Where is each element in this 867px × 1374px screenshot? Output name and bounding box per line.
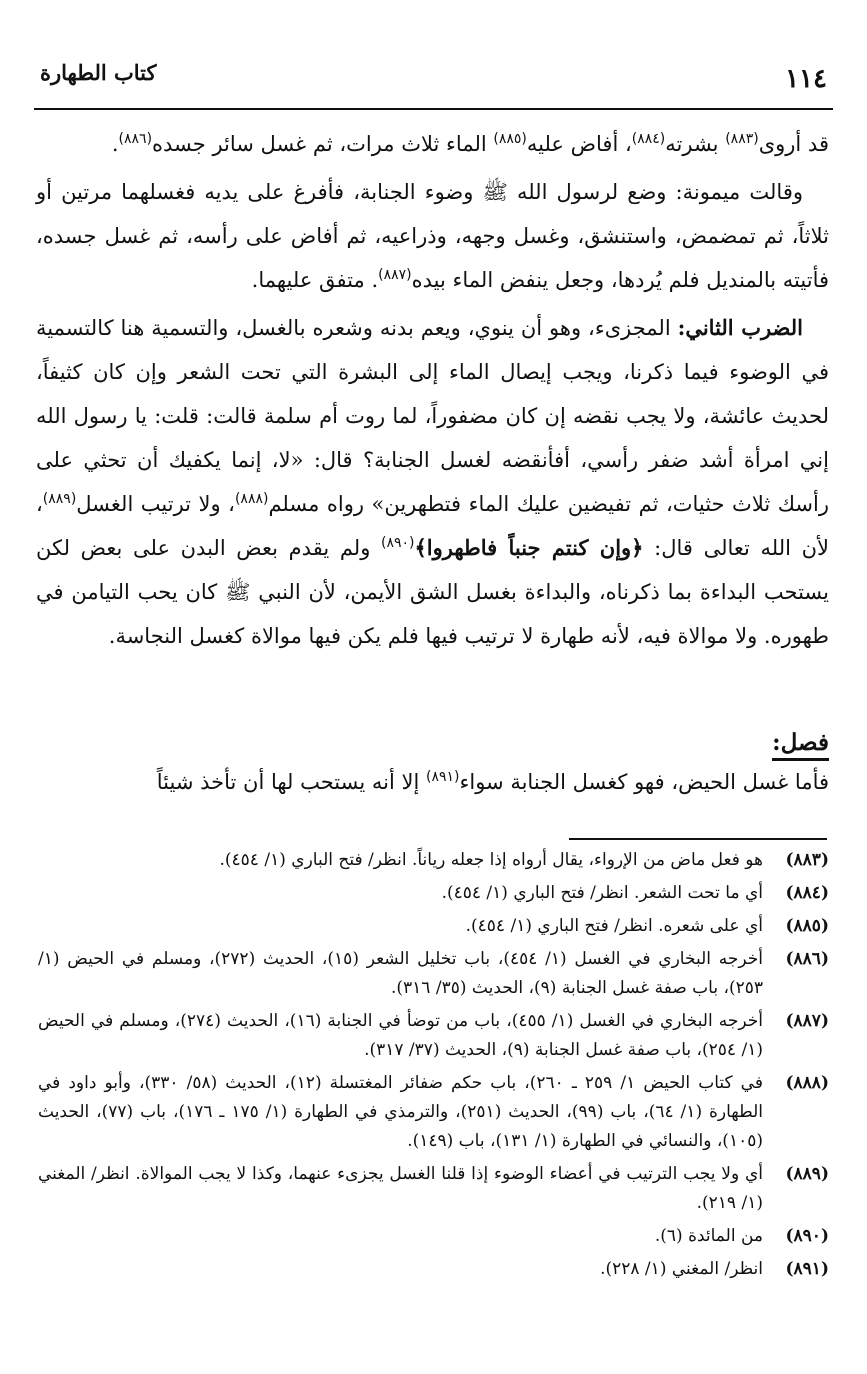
main-text [36,122,829,662]
page-number: ١١٤ [785,64,827,94]
text-run: إلا أنه يستحب لها أن تأخذ شيئاً [156,770,426,794]
footnote-text: في كتاب الحيض ١/ ٢٥٩ ـ ٢٦٠)، باب حكم ضفائر المغتسلة (١٢)، الحديث (٥٨/ ٣٣٠)، وأبو داود في الطهارة (١/ ٦٤)، باب (٩٩)، الحديث (٢٥١)، والترمذي في الطهارة (١/ ١٧٥ ـ ١٧٦)، باب (٧٧)، الحديث (١٠٥)، والنسائي في الطهارة (١/ ١٣١)، باب (١٤٩). [38,1073,763,1151]
bold-text: ﴿وإن كنتم جنباً فاطهروا﴾ [414,535,644,560]
footnote-number: (٨٨٧) [785,1011,829,1031]
footnote-ref: (٨٩٠) [381,535,415,551]
text-run: قد أروى [758,132,829,156]
text-run: وقالت ميمونة: وضع لرسول الله ﷺ وضوء الجنابة، فأفرغ على يديه فغسلهما مرتين أو ثلاثاً، ثم تمضمض، واستنشق، وغسل وجهه، وذراعيه، ثم أفاض على رأسه، ثم غسل جسده، فأتيته بالمنديل فلم يُردها، وجعل ينفض الماء بيده [36,180,829,292]
footnote-text: أي على شعره. انظر/ فتح الباري (١/ ٤٥٤). [465,916,763,936]
text-run: ولم يقدم بعض البدن على بعض لكن يستحب البداءة بما ذكرناه، والبداءة بغسل الشق الأيمن، لأن النبي ﷺ كان يحب التيامن في طهوره. ولا موالاة فيه، لأنه طهارة لا ترتيب فيها فلم يكن فيها موالاة كغسل النجاسة. [36,536,829,648]
footnote-ref: (٨٩١) [426,769,460,785]
footnote [38,1160,829,1218]
footnote-number: (٨٨٥) [785,916,829,936]
section-paragraph [36,760,829,804]
footnote-ref: (٨٨٨) [234,491,269,507]
footnote-number: (٨٨٩) [785,1164,829,1184]
text-run: ، ولا ترتيب الغسل [76,492,235,516]
footnote-ref: (٨٨٩) [42,491,77,507]
footnote-ref: (٨٨٦) [118,131,153,147]
section-heading: فصل: [772,728,829,761]
footnote-text: أي ولا يجب الترتيب في أعضاء الوضوء إذا قلنا الغسل يجزىء عنهما، وكذا لا يجب الموالاة. انظر/ المغني (١/ ٢١٩). [38,1164,763,1213]
footnote-number: (٨٨٦) [785,949,829,969]
paragraph [36,306,829,658]
footnote-text: أي ما تحت الشعر. انظر/ فتح الباري (١/ ٤٥٤). [441,883,763,903]
footnote [38,846,829,875]
footnote-text: أخرجه البخاري في الغسل (١/ ٤٥٤)، باب تخليل الشعر (١٥)، الحديث (٢٧٢)، ومسلم في الحيض (١/ ٢٥٣)، باب صفة غسل الجنابة (٩)، الحديث (٣٥/ ٣١٦). [38,949,763,998]
footnote-rule [569,838,827,840]
footnote-ref: (٨٨٥) [493,131,527,147]
footnote-ref: (٨٨٧) [378,267,412,283]
footnote-number: (٨٨٣) [785,850,829,870]
footnotes [38,846,829,1288]
header-rule [34,108,833,110]
footnote-ref: (٨٨٣) [725,131,759,147]
text-run: بشرته [665,132,726,156]
footnote-number: (٨٨٨) [785,1073,829,1093]
footnote [38,1222,829,1251]
paragraph [36,170,829,302]
footnote-ref: (٨٨٤) [631,131,666,147]
text-run: . متفق عليهما. [251,268,379,292]
paragraph [36,122,829,166]
running-title: كتاب الطهارة [40,60,157,85]
footnote-number: (٨٨٤) [785,883,829,903]
bold-text: الضرب الثاني: [677,315,803,340]
text-run: الماء ثلاث مرات، ثم غسل سائر جسده [152,132,494,156]
footnote [38,879,829,908]
footnote-text: من المائدة (٦). [654,1226,763,1246]
text-run: ، أفاض عليه [526,132,632,156]
text-run: ، لأن الله تعالى قال: [36,492,829,560]
text-run: فأما غسل الحيض، فهو كغسل الجنابة سواء [459,770,829,794]
footnote [38,912,829,941]
footnote [38,1069,829,1156]
footnote [38,1255,829,1284]
footnote-text: انظر/ المغني (١/ ٢٢٨). [600,1259,763,1279]
text-run: . [111,132,119,156]
footnote-text: هو فعل ماض من الإرواء، يقال أرواه إذا جعله رياناً. انظر/ فتح الباري (١/ ٤٥٤). [219,850,763,870]
text-run: المجزىء، وهو أن ينوي، ويعم بدنه وشعره بالغسل، والتسمية هنا كالتسمية في الوضوء فيما ذكرنا، ويجب إيصال الماء إلى البشرة التي تحت الشعر وإن كان كثيفاً، لحديث عائشة، ولا يجب نقضه إن كان مضفوراً، لما روت أم سلمة قالت: قلت: يا رسول الله إني امرأة أشد ضفر رأسي، أفأنقضه لغسل الجنابة؟ قال: «لا، إنما يكفيك أن تحثي على رأسك ثلاث حثيات، ثم تفيضين عليك الماء فتطهرين» رواه مسلم [36,316,829,516]
footnote [38,1007,829,1065]
footnote [38,945,829,1003]
page-header [40,58,827,94]
footnote-number: (٨٩١) [785,1259,829,1279]
footnote-text: أخرجه البخاري في الغسل (١/ ٤٥٥)، باب من توضأ في الجنابة (١٦)، الحديث (٢٧٤)، ومسلم في الحيض (١/ ٢٥٤)، باب صفة غسل الجنابة (٩)، الحديث (٣٧/ ٣١٧). [38,1011,763,1060]
footnote-number: (٨٩٠) [785,1226,829,1246]
